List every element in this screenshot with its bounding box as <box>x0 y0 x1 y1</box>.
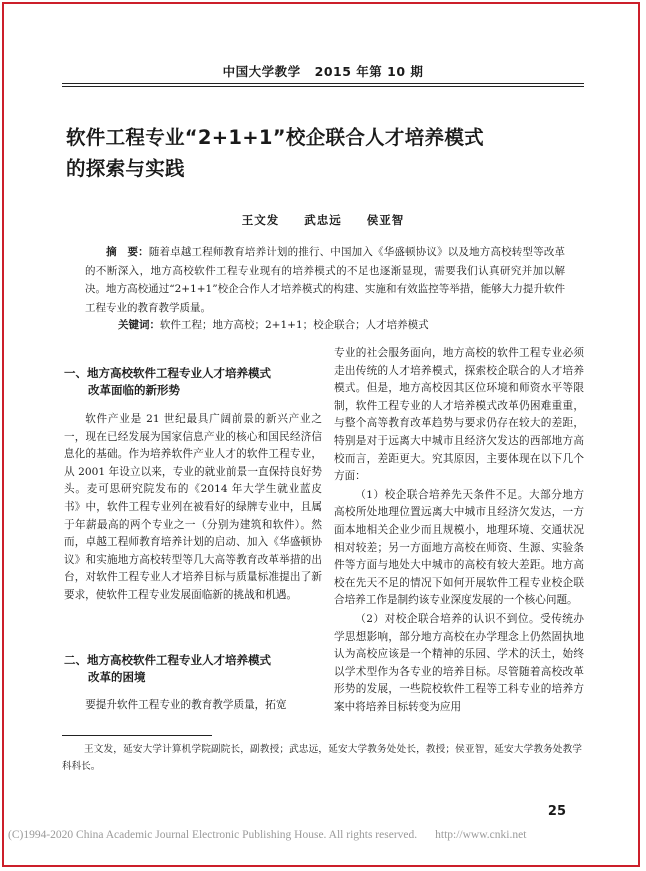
section-2-heading-line-1: 二、地方高校软件工程专业人才培养模式 <box>64 653 271 667</box>
page-number: 25 <box>547 804 566 819</box>
journal-header <box>0 62 646 80</box>
section-1-body <box>64 411 322 605</box>
section-1-heading-line-2: 改革面临的新形势 <box>88 383 180 397</box>
section-2-paragraph: 要提升软件工程专业的教育教学质量，拓宽 <box>85 699 287 711</box>
right-paragraph-3: （2）对校企联合培养的认识不到位。受传统办学思想影响，部分地方高校在办学理念上仍然固执地认为高校应该是一个精神的乐园、学术的沃土，始终以学术型作为各专业的培养目标。尽管随着高校改革形势的发展，一些院校软件工程等工科专业的培养方案中将培养目标转变为应用 <box>334 612 584 713</box>
author-list <box>0 212 646 228</box>
abstract <box>85 243 565 317</box>
article-title <box>66 122 586 184</box>
footnote-rule <box>62 735 212 736</box>
keywords-text: 软件工程；地方高校；2+1+1；校企联合；人才培养模式 <box>160 319 429 331</box>
author-1: 王文发 <box>241 213 280 227</box>
section-1-heading <box>64 365 326 399</box>
abstract-label: 摘 要： <box>106 246 149 258</box>
author-footnote: 王文发，延安大学计算机学院副院长，副教授；武忠远，延安大学教务处处长，教授；侯亚智，延安大学教务处教学科科长。 <box>62 744 582 772</box>
section-1-heading-line-1: 一、地方高校软件工程专业人才培养模式 <box>64 366 271 380</box>
journal-issue: 2015 年第 10 期 <box>314 64 424 79</box>
title-line-2: 的探索与实践 <box>66 157 185 180</box>
copyright-text: (C)1994-2020 China Academic Journal Electronic Publishing House. All rights reserved. <box>8 829 418 841</box>
author-2: 武忠远 <box>304 213 342 227</box>
section-2-heading <box>64 652 326 686</box>
right-paragraph-1: 专业的社会服务面向，地方高校的软件工程专业必须走出传统的人才培养模式，探索校企联合的人才培养模式。但是，地方高校因其区位环境和师资水平等限制，软件工程专业的人才培养模式改革仍困难重重，与整个高等教育改革趋势与要求仍存在较大的差距，特别是对于远离大中城市且经济欠发达的西部地方高校而言，差距更大。究其原因，主要体现在以下几个方面： <box>334 347 584 483</box>
section-2-heading-line-2: 改革的困境 <box>88 670 146 684</box>
copyright-notice <box>8 829 526 841</box>
section-1-paragraph: 软件产业是 21 世纪最具广阔前景的新兴产业之一，现在已经发展为国家信息产业的核心和国民经济信息化的基础。作为培养软件产业人才的软件工程专业，从 2001 年设立以来，专业的就业前景一直保持良好势头。麦可思研究院发布的《2014 年大学生就业蓝皮书》中，软件工程专业列在被看好的绿牌专业中，且属于年薪最高的两个专业之一（分别为建筑和软件）。然而，卓越工程师教育培养计划的启动、加入《华盛顿协议》和实施地方高校转型等几大高等教育改革举措的出台，对软件工程专业人才培养目标与质量标准提出了新要求，使软件工程专业发展面临新的挑战和机遇。 <box>64 413 322 601</box>
section-2-body <box>64 697 322 715</box>
keywords <box>118 317 429 332</box>
header-rule-2 <box>62 86 584 87</box>
header-rule <box>62 83 584 84</box>
right-paragraph-2: （1）校企联合培养先天条件不足。大部分地方高校所处地理位置远离大中城市且经济欠发达，一方面本地相关企业少而且规模小，地理环境、交通状况相对较差；另一方面地方高校在师资、生源、实验条件等方面与地处大中城市的高校有较大差距。地方高校在先天不足的情况下如何开展软件工程专业校企联合培养工作是制约该专业深度发展的一个核心问题。 <box>334 488 584 607</box>
journal-name: 中国大学教学 <box>222 64 301 79</box>
abstract-text: 随着卓越工程师教育培养计划的推行、中国加入《华盛顿协议》以及地方高校转型等改革的不断深入，地方高校软件工程专业现有的培养模式的不足也逐渐显现，需要我们认真研究并加以解决。地方高校通过“2+1+1”校企合作人才培养模式的构建、实施和有效监控等举措，能够大力提升软件工程专业的教育教学质量。 <box>85 246 566 314</box>
keywords-label: 关键词： <box>118 319 160 331</box>
copyright-url: http://www.cnki.net <box>435 829 527 841</box>
right-column <box>334 345 584 716</box>
title-line-1: 软件工程专业“2+1+1”校企联合人才培养模式 <box>66 126 484 149</box>
author-3: 侯亚智 <box>366 213 405 227</box>
